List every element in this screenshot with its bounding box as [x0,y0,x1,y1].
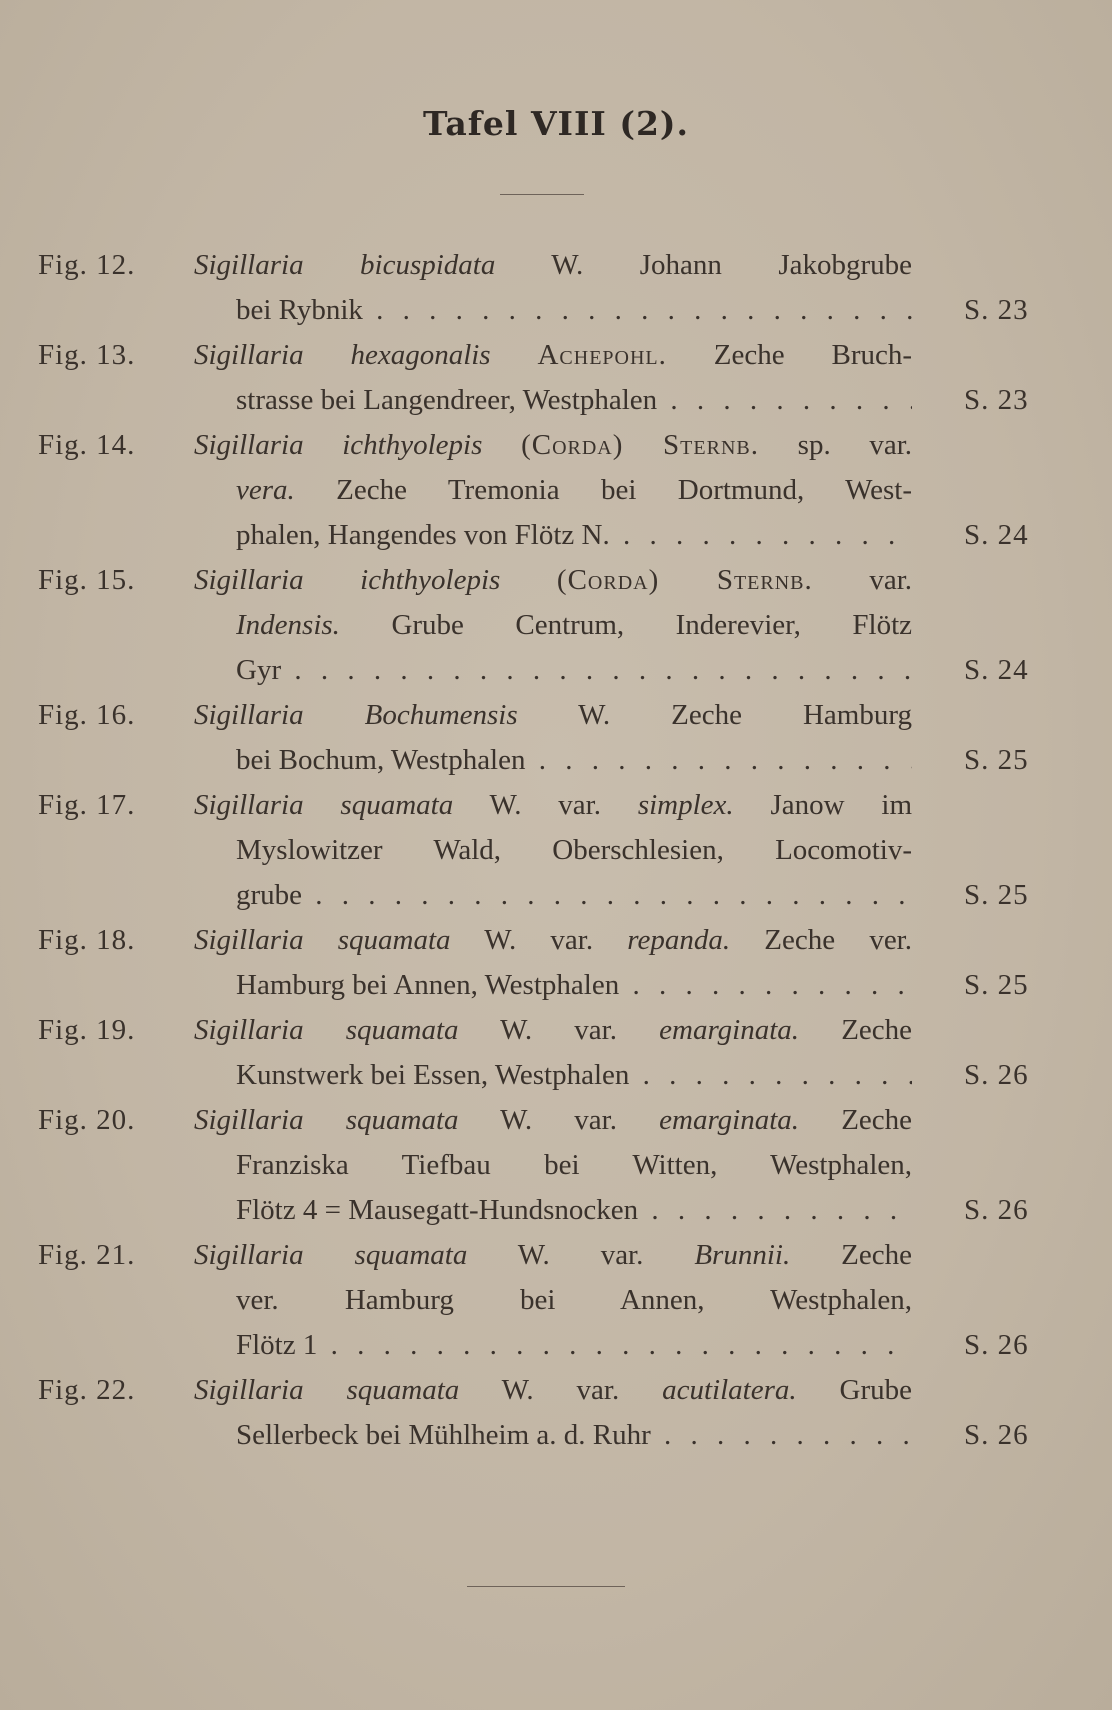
entry-line: bei Bochum, Westphalen . . . [236,738,912,783]
entry-line: Sellerbeck bei Mühlheim a. d. Ruhr . . . [236,1413,912,1458]
page-reference: S. 24 [964,654,1029,686]
entry-line: Indensis. Grube Centrum, Inderevier, Flötz [236,609,912,641]
figure-number: Fig. 13. [38,339,136,371]
page-reference: S. 25 [964,879,1029,911]
footer-divider [467,1586,625,1587]
list-item [0,1368,1112,1458]
page-reference: S. 25 [964,744,1029,776]
entry-line: Sigillaria ichthyolepis (Corda) Sternb. var. [194,564,912,596]
figure-number: Fig. 18. [38,924,136,956]
title-divider [500,194,584,195]
entry-line: Hamburg bei Annen, Westphalen . . . [236,963,912,1008]
list-item [0,918,1112,1008]
entry-line: Sigillaria hexagonalis Achepohl. Zeche Bruch- [194,339,912,371]
entry-line: Sigillaria ichthyolepis (Corda) Sternb. sp. var. [194,429,912,461]
figure-number: Fig. 22. [38,1374,136,1406]
list-item [0,243,1112,333]
list-item [0,1233,1112,1368]
page-reference: S. 23 [964,294,1029,326]
entry-line: Sigillaria squamata W. var. repanda. Zeche ver. [194,924,912,956]
figure-number: Fig. 12. [38,249,136,281]
entry-line: Franziska Tiefbau bei Witten, Westphalen, [236,1149,912,1181]
entry-line: Sigillaria squamata W. var. emarginata. Zeche [194,1104,912,1136]
page-reference: S. 24 [964,519,1029,551]
entry-line: Sigillaria squamata W. var. emarginata. Zeche [194,1014,912,1046]
entry-line: Myslowitzer Wald, Oberschlesien, Locomotiv- [236,834,912,866]
entry-line: Sigillaria squamata W. var. simplex. Janow im [194,789,912,821]
list-item [0,783,1112,918]
figure-number: Fig. 20. [38,1104,136,1136]
entry-line: ver. Hamburg bei Annen, Westphalen, [236,1284,912,1316]
entry-line: Sigillaria squamata W. var. acutilatera. Grube [194,1374,912,1406]
entry-line: vera. Zeche Tremonia bei Dortmund, West- [236,474,912,506]
entry-line: Flötz 1 . . . [236,1323,912,1368]
page-reference: S. 26 [964,1419,1029,1451]
entry-line: Sigillaria bicuspidata W. Johann Jakobgrube [194,249,912,281]
entry-line: phalen, Hangendes von Flötz N. . . . [236,513,912,558]
entry-line: Gyr . . . [236,648,912,693]
figure-number: Fig. 21. [38,1239,136,1271]
list-item [0,1008,1112,1098]
entry-line: bei Rybnik . . . [236,288,912,333]
page-reference: S. 23 [964,384,1029,416]
entry-line: Kunstwerk bei Essen, Westphalen . . . [236,1053,912,1098]
entry-line: strasse bei Langendreer, Westphalen . . . [236,378,912,423]
page-title: Tafel VIII (2). [422,104,690,143]
entry-line: Sigillaria squamata W. var. Brunnii. Zeche [194,1239,912,1271]
entry-line: Flötz 4 = Mausegatt-Hundsnocken . . . [236,1188,912,1233]
page-reference: S. 25 [964,969,1029,1001]
figure-number: Fig. 14. [38,429,136,461]
entry-line: grube . . . [236,873,912,918]
page-reference: S. 26 [964,1194,1029,1226]
figure-number: Fig. 16. [38,699,136,731]
page-reference: S. 26 [964,1059,1029,1091]
figure-number: Fig. 19. [38,1014,136,1046]
list-item [0,693,1112,783]
figure-list [0,243,1112,1458]
figure-number: Fig. 17. [38,789,136,821]
list-item [0,423,1112,558]
list-item [0,1098,1112,1233]
list-item [0,558,1112,693]
figure-number: Fig. 15. [38,564,136,596]
page-reference: S. 26 [964,1329,1029,1361]
entry-line: Sigillaria Bochumensis W. Zeche Hamburg [194,699,912,731]
list-item [0,333,1112,423]
